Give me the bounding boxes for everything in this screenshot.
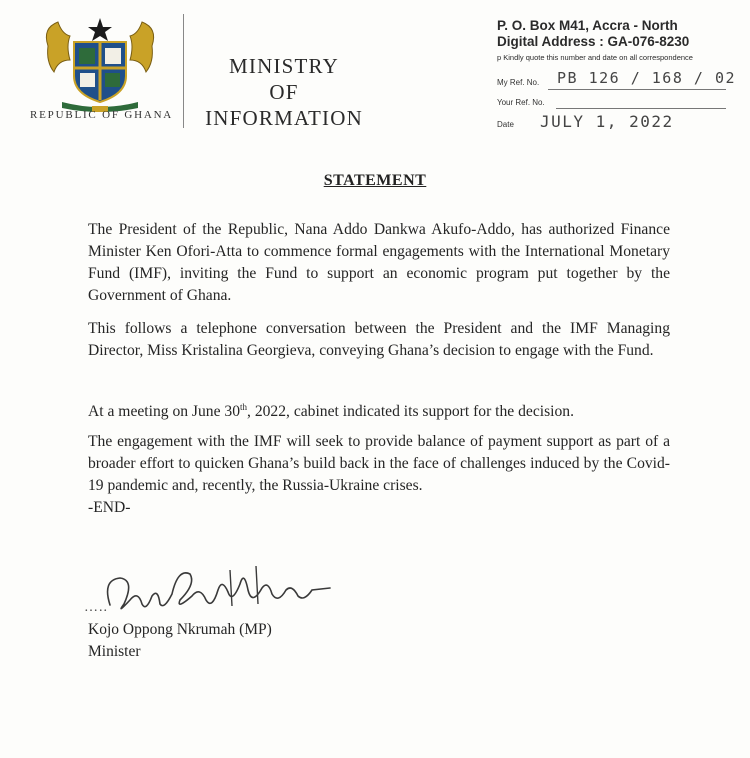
- paragraph-2: This follows a telephone conversation between the President and the IMF Managing Director, Miss Kristalina Georgieva, conveying Ghana’s decision to engage with the Fund.: [88, 320, 670, 359]
- header-divider: [183, 14, 184, 128]
- po-box: P. O. Box M41, Accra - North: [497, 18, 678, 33]
- paragraph-4: [88, 431, 670, 519]
- meeting-suffix: , 2022, cabinet indicated its support for the decision.: [247, 403, 574, 421]
- your-ref-line: [556, 108, 726, 109]
- meeting-sup: th: [240, 402, 248, 412]
- end-marker: -END-: [88, 499, 131, 516]
- paragraph-3: [88, 396, 670, 423]
- country-name: REPUBLIC OF GHANA: [30, 109, 174, 121]
- date-label: Date: [497, 120, 514, 129]
- date-value: JULY 1, 2022: [540, 112, 674, 131]
- ghana-coat-of-arms-icon: [40, 16, 160, 116]
- statement-heading: STATEMENT: [323, 172, 427, 189]
- signer-name: Kojo Oppong Nkrumah (MP): [88, 621, 272, 638]
- my-ref-value: PB 126 / 168 / 02: [557, 69, 737, 87]
- ministry-title: [186, 53, 382, 131]
- your-ref-label: Your Ref. No.: [497, 98, 545, 107]
- ministry-title-line-1: MINISTRY: [229, 54, 339, 78]
- ministry-title-line-3: INFORMATION: [205, 106, 363, 130]
- ministry-title-line-2: OF: [269, 80, 299, 104]
- contact-block: [497, 18, 693, 63]
- my-ref-label: My Ref. No.: [497, 78, 540, 87]
- paragraph-4-text: The engagement with the IMF will seek to provide balance of payment support as part of a broader effort to quicken Ghana’s build back in the face of challenges induced by the Covid-19 pandemic and, recently, the Russia-Ukraine crises.: [88, 433, 670, 494]
- signature-dots: …..: [84, 600, 108, 615]
- signer-block: [88, 619, 272, 663]
- quote-note: p Kindly quote this number and date on all correspondence: [497, 53, 693, 62]
- digital-address: Digital Address : GA-076-8230: [497, 34, 690, 49]
- my-ref-line: [548, 89, 726, 90]
- signer-title: Minister: [88, 643, 141, 660]
- paragraph-1: The President of the Republic, Nana Addo Dankwa Akufo-Addo, has authorized Finance Minister Ken Ofori-Atta to commence formal engagements with the International Monetary Fund (IMF), inviting the Fund to support an economic program put together by the Government of Ghana.: [88, 221, 670, 304]
- meeting-prefix: At a meeting on June 30: [88, 403, 241, 421]
